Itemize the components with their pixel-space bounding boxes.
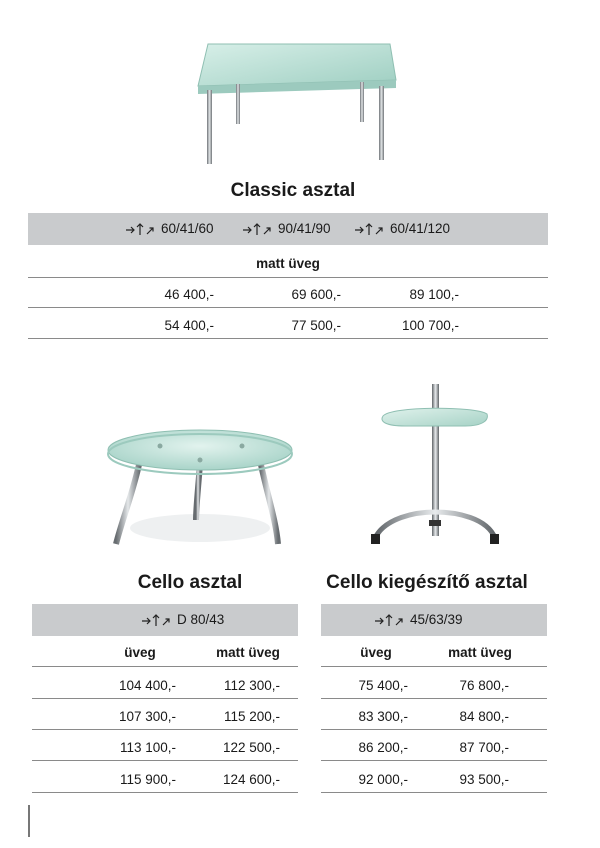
classic-title: Classic asztal [230,180,356,201]
margin-mark [28,805,30,837]
cello-side-col-header: üveg [360,645,392,660]
classic-price: 100 700,- [401,318,459,333]
classic-price: 46 400,- [164,287,214,302]
dimension-arrows-icon [141,613,171,627]
classic-size-1 [125,221,214,236]
cello-price: 107 300,- [118,709,176,724]
classic-size-2-label: 90/41/90 [278,221,331,236]
cello-side-col-header: matt üveg [448,645,512,660]
divider [32,666,298,667]
divider [32,698,298,699]
divider [321,698,547,699]
cello-side-table-image [365,380,505,550]
classic-table-image [190,38,400,173]
cello-side-price: 87 700,- [459,740,509,755]
cello-side-price: 75 400,- [358,678,408,693]
cello-size [141,612,224,627]
divider [32,792,298,793]
divider [321,792,547,793]
classic-size-1-label: 60/41/60 [161,221,214,236]
classic-price: 77 500,- [291,318,341,333]
divider [321,666,547,667]
divider [28,277,548,278]
cello-price: 124 600,- [222,772,280,787]
cello-table-image [100,420,300,555]
cello-side-price: 76 800,- [459,678,509,693]
classic-price: 54 400,- [164,318,214,333]
cello-title: Cello asztal [137,572,243,593]
divider [321,729,547,730]
cello-side-title: Cello kiegészítő asztal [326,572,528,593]
cello-col-header: üveg [124,645,156,660]
cello-size-label: D 80/43 [177,612,225,627]
classic-price: 89 100,- [409,287,459,302]
classic-finish-label: matt üveg [256,256,320,271]
dimension-arrows-icon [242,222,272,236]
cello-side-price: 84 800,- [459,709,509,724]
cello-price: 115 200,- [223,709,280,724]
cello-side-price: 93 500,- [459,772,509,787]
divider [28,338,548,339]
cello-side-price: 92 000,- [358,772,408,787]
divider [32,760,298,761]
classic-size-3 [354,221,450,236]
classic-size-2 [242,221,331,236]
dimension-arrows-icon [125,222,155,236]
cello-price: 115 900,- [119,772,176,787]
divider [321,760,547,761]
classic-size-3-label: 60/41/120 [390,221,451,236]
cello-price: 122 500,- [222,740,280,755]
cello-side-price: 83 300,- [358,709,408,724]
classic-price: 69 600,- [291,287,341,302]
dimension-arrows-icon [374,613,404,627]
dimension-arrows-icon [354,222,384,236]
cello-side-size-label: 45/63/39 [410,612,463,627]
cello-col-header: matt üveg [216,645,280,660]
divider [28,307,548,308]
cello-price: 112 300,- [223,678,280,693]
cello-side-size [374,612,463,627]
divider [32,729,298,730]
cello-price: 104 400,- [118,678,176,693]
cello-price: 113 100,- [119,740,176,755]
cello-side-price: 86 200,- [358,740,408,755]
